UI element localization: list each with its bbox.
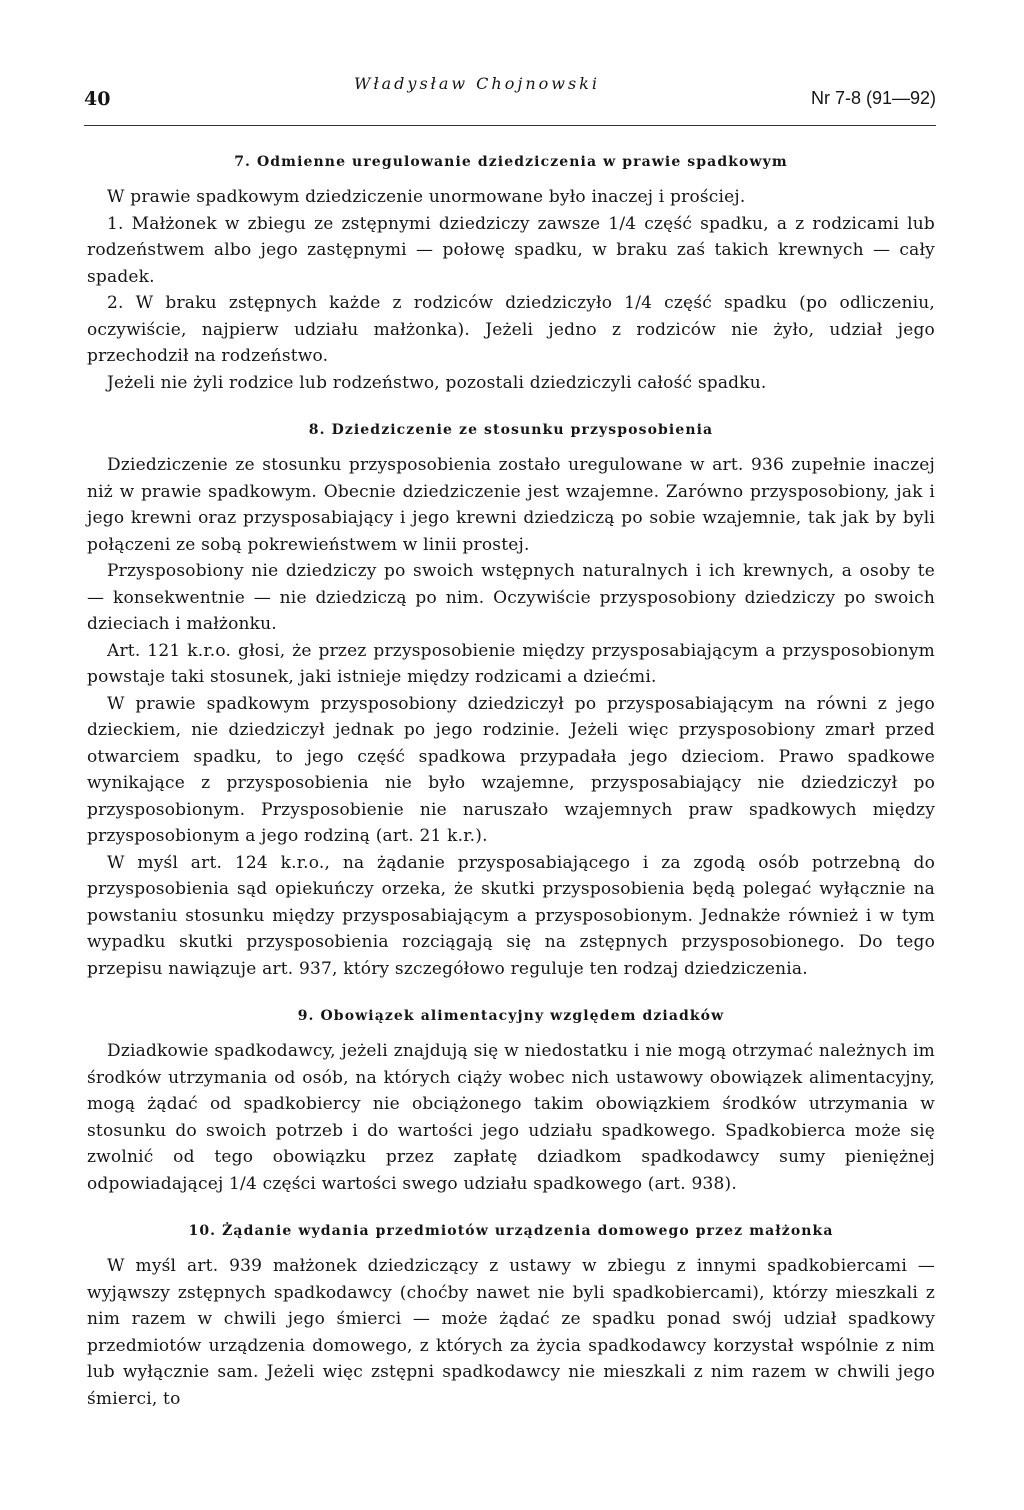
paragraph: W prawie spadkowym przysposobiony dziedziczył po przysposabiającym na równi z jego dzieckiem, nie dziedziczył jednak po jego rodzinie. Jeżeli więc przysposobiony zmarł przed otwarciem spadku, to jego część spadkowa przypadała jego dzieciom. Prawo spadkowe wynikające z przysposobienia nie było wzajemne, przysposabiający nie dziedziczył po przysposobionym. Przysposobienie nie naruszało wzajemnych praw spadkowych między przysposobionym a jego rodziną (art. 21 k.r.).	[87, 693, 935, 846]
paragraph: Art. 121 k.r.o. głosi, że przez przysposobienie między przysposabiającym a przysposobionym powstaje taki stosunek, jaki istnieje między rodzicami a dziećmi.	[87, 640, 935, 687]
paragraph: Dziadkowie spadkodawcy, jeżeli znajdują się w niedostatku i nie mogą otrzymać należnych im środków utrzymania od osób, na których ciąży wobec nich ustawowy obowiązek alimentacyjny, mogą żądać od spadkobiercy nie obciążonego takim obowiązkiem środków utrzymania w stosunku do swoich potrzeb i do wartości jego udziału spadkowego. Spadkobierca może się zwolnić od tego obowiązku przez zapłatę dziadkom spadkodawcy sumy pieniężnej odpowiadającej 1/4 części wartości swego udziału spadkowego (art. 938).	[87, 1041, 935, 1194]
issue-number: Nr 7-8 (91—92)	[810, 88, 936, 108]
paragraph: W myśl art. 939 małżonek dziedziczący z ustawy w zbiegu z innymi spadkobiercami — wyjąwszy zstępnych spadkodawcy (choćby nawet nie byli spadkobiercami), którzy mieszkali z nim razem w chwili jego śmierci — może żądać ze spadku ponad swój udział spadkowy przedmiotów urządzenia domowego, z których za życia spadkodawcy korzystał wspólnie z nim lub wyłącznie sam. Jeżeli więc zstępni spadkodawcy nie mieszkali z nim razem w chwili jego śmierci, to	[87, 1256, 935, 1409]
header-rule	[84, 125, 936, 126]
paragraph: Jeżeli nie żyli rodzice lub rodzeństwo, pozostali dziedziczyli całość spadku.	[107, 372, 767, 393]
section-9	[87, 1004, 935, 1197]
paragraph: W prawie spadkowym dziedziczenie unormowane było inaczej i prościej.	[107, 187, 746, 207]
paragraph: 2. W braku zstępnych każde z rodziców dziedziczyło 1/4 część spadku (po odliczeniu, oczywiście, najpierw udziału małżonka). Jeżeli jedno z rodziców nie żyło, udział jego przechodził na rodzeństwo.	[87, 293, 935, 366]
section-10	[87, 1219, 935, 1412]
paragraph: 1. Małżonek w zbiegu ze zstępnymi dziedziczy zawsze 1/4 część spadku, a z rodzicami lub rodzeństwem albo jego zastępnymi — połowę spadku, w braku zaś takich krewnych — cały spadek.	[87, 213, 935, 287]
running-head: Władysław Chojnowski	[354, 74, 600, 93]
section-8	[87, 418, 935, 982]
section-heading: 8. Dziedziczenie ze stosunku przysposobienia	[308, 422, 714, 438]
page-number: 40	[84, 88, 111, 110]
section-heading: 9. Obowiązek alimentacyjny względem dziadków	[297, 1008, 725, 1024]
section-heading: 10. Żądanie wydania przedmiotów urządzenia domowego przez małżonka	[188, 1223, 834, 1239]
page-header	[84, 70, 936, 110]
paragraph: Przysposobiony nie dziedziczy po swoich wstępnych naturalnych i ich krewnych, a osoby te — konsekwentnie — nie dziedziczą po nim. Oczywiście przysposobiony dziedziczy po swoich dzieciach i małżonku.	[87, 561, 935, 634]
article-body	[87, 150, 935, 1412]
section-heading: 7. Odmienne uregulowanie dziedziczenia w prawie spadkowym	[234, 154, 788, 170]
section-7	[87, 150, 935, 396]
paragraph: Dziedziczenie ze stosunku przysposobienia zostało uregulowane w art. 936 zupełnie inaczej niż w prawie spadkowym. Obecnie dziedziczenie jest wzajemne. Zarówno przysposobiony, jak i jego krewni oraz przysposabiający i jego krewni dziedziczą po sobie wzajemnie, tak jak by byli połączeni ze sobą pokrewieństwem w linii prostej.	[87, 455, 935, 555]
paragraph: W myśl art. 124 k.r.o., na żądanie przysposabiającego i za zgodą osób potrzebną do przysposobienia sąd opiekuńczy orzeka, że skutki przysposobienia będą polegać wyłącznie na powstaniu stosunku między przysposabiającym a przysposobionym. Jednakże również i w tym wypadku skutki przysposobienia rozciągają się na zstępnych przysposobionego. Do tego przepisu nawiązuje art. 937, który szczegółowo reguluje ten rodzaj dziedziczenia.	[87, 852, 935, 979]
